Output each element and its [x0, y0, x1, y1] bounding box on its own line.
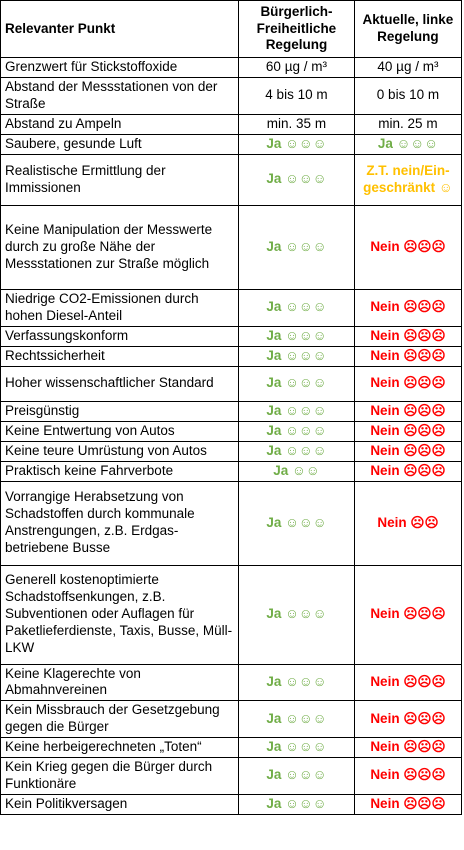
- table-row: [1, 758, 462, 795]
- buergerlich-cell: Ja ☺☺☺: [239, 346, 355, 366]
- point-cell: Realistische Ermittlung der Immissionen: [1, 154, 239, 205]
- buergerlich-cell: Ja ☺☺☺: [239, 401, 355, 421]
- aktuell-cell: Nein ☹☹☹: [354, 205, 461, 289]
- point-cell: Kein Krieg gegen die Bürger durch Funktionäre: [1, 758, 239, 795]
- point-cell: Keine teure Umrüstung von Autos: [1, 441, 239, 461]
- buergerlich-cell: Ja ☺☺☺: [239, 134, 355, 154]
- table-row: [1, 134, 462, 154]
- aktuell-cell: Ja ☺☺☺: [354, 134, 461, 154]
- header-aktuell: Aktuelle, linke Regelung: [354, 1, 461, 58]
- buergerlich-cell: Ja ☺☺☺: [239, 664, 355, 701]
- aktuell-cell: Nein ☹☹☹: [354, 738, 461, 758]
- table-row: [1, 421, 462, 441]
- buergerlich-cell: Ja ☺☺☺: [239, 154, 355, 205]
- table-row: [1, 794, 462, 814]
- point-cell: Abstand der Messstationen von der Straße: [1, 78, 239, 115]
- header-row: [1, 1, 462, 58]
- table-row: [1, 481, 462, 565]
- point-cell: Abstand zu Ampeln: [1, 114, 239, 134]
- aktuell-cell: Nein ☹☹☹: [354, 346, 461, 366]
- table-row: [1, 738, 462, 758]
- aktuell-cell: Nein ☹☹☹: [354, 701, 461, 738]
- buergerlich-cell: Ja ☺☺☺: [239, 421, 355, 441]
- aktuell-cell: Nein ☹☹☹: [354, 461, 461, 481]
- table-body: [1, 58, 462, 815]
- point-cell: Keine herbeigerechneten „Toten“: [1, 738, 239, 758]
- table-row: [1, 366, 462, 401]
- table-row: [1, 346, 462, 366]
- buergerlich-cell: Ja ☺☺☺: [239, 701, 355, 738]
- point-cell: Niedrige CO2-Emissionen durch hohen Diesel-Anteil: [1, 289, 239, 326]
- buergerlich-cell: min. 35 m: [239, 114, 355, 134]
- buergerlich-cell: Ja ☺☺☺: [239, 794, 355, 814]
- table-row: [1, 326, 462, 346]
- buergerlich-cell: Ja ☺☺☺: [239, 565, 355, 664]
- table-row: [1, 461, 462, 481]
- table-row: [1, 401, 462, 421]
- table-row: [1, 78, 462, 115]
- table-row: [1, 205, 462, 289]
- buergerlich-cell: Ja ☺☺☺: [239, 758, 355, 795]
- aktuell-cell: Nein ☹☹☹: [354, 289, 461, 326]
- aktuell-cell: Nein ☹☹: [354, 481, 461, 565]
- point-cell: Preisgünstig: [1, 401, 239, 421]
- aktuell-cell: min. 25 m: [354, 114, 461, 134]
- table-row: [1, 289, 462, 326]
- point-cell: Verfassungskonform: [1, 326, 239, 346]
- aktuell-cell: 40 µg / m³: [354, 58, 461, 78]
- aktuell-cell: Nein ☹☹☹: [354, 664, 461, 701]
- table-row: [1, 565, 462, 664]
- buergerlich-cell: Ja ☺☺☺: [239, 441, 355, 461]
- table-row: [1, 114, 462, 134]
- aktuell-cell: Nein ☹☹☹: [354, 758, 461, 795]
- buergerlich-cell: Ja ☺☺: [239, 461, 355, 481]
- point-cell: Saubere, gesunde Luft: [1, 134, 239, 154]
- table-row: [1, 441, 462, 461]
- buergerlich-cell: 60 µg / m³: [239, 58, 355, 78]
- aktuell-cell: Nein ☹☹☹: [354, 794, 461, 814]
- buergerlich-cell: Ja ☺☺☺: [239, 289, 355, 326]
- aktuell-cell: Nein ☹☹☹: [354, 326, 461, 346]
- point-cell: Rechtssicherheit: [1, 346, 239, 366]
- aktuell-cell: Nein ☹☹☹: [354, 421, 461, 441]
- buergerlich-cell: Ja ☺☺☺: [239, 205, 355, 289]
- aktuell-cell: Z.T. nein/Ein-geschränkt ☺: [354, 154, 461, 205]
- buergerlich-cell: Ja ☺☺☺: [239, 326, 355, 346]
- table-row: [1, 154, 462, 205]
- point-cell: Keine Manipulation der Messwerte durch zu große Nähe der Messstationen zur Straße möglich: [1, 205, 239, 289]
- aktuell-cell: 0 bis 10 m: [354, 78, 461, 115]
- table-row: [1, 701, 462, 738]
- aktuell-cell: Nein ☹☹☹: [354, 401, 461, 421]
- aktuell-cell: Nein ☹☹☹: [354, 565, 461, 664]
- point-cell: Hoher wissenschaftlicher Standard: [1, 366, 239, 401]
- buergerlich-cell: 4 bis 10 m: [239, 78, 355, 115]
- point-cell: Keine Klagerechte von Abmahnvereinen: [1, 664, 239, 701]
- point-cell: Praktisch keine Fahrverbote: [1, 461, 239, 481]
- buergerlich-cell: Ja ☺☺☺: [239, 738, 355, 758]
- point-cell: Kein Missbrauch der Gesetzgebung gegen die Bürger: [1, 701, 239, 738]
- point-cell: Grenzwert für Stickstoffoxide: [1, 58, 239, 78]
- point-cell: Kein Politikversagen: [1, 794, 239, 814]
- point-cell: Keine Entwertung von Autos: [1, 421, 239, 441]
- table-row: [1, 58, 462, 78]
- point-cell: Generell kostenoptimierte Schadstoffsenkungen, z.B. Subventionen oder Auflagen für Paketlieferdienste, Taxis, Busse, Müll-LKW: [1, 565, 239, 664]
- table-row: [1, 664, 462, 701]
- buergerlich-cell: Ja ☺☺☺: [239, 481, 355, 565]
- aktuell-cell: Nein ☹☹☹: [354, 366, 461, 401]
- buergerlich-cell: Ja ☺☺☺: [239, 366, 355, 401]
- point-cell: Vorrangige Herabsetzung von Schadstoffen durch kommunale Anstrengungen, z.B. Erdgas-betriebene Busse: [1, 481, 239, 565]
- header-buergerlich: Bürgerlich-Freiheitliche Regelung: [239, 1, 355, 58]
- header-relevanter-punkt: Relevanter Punkt: [1, 1, 239, 58]
- aktuell-cell: Nein ☹☹☹: [354, 441, 461, 461]
